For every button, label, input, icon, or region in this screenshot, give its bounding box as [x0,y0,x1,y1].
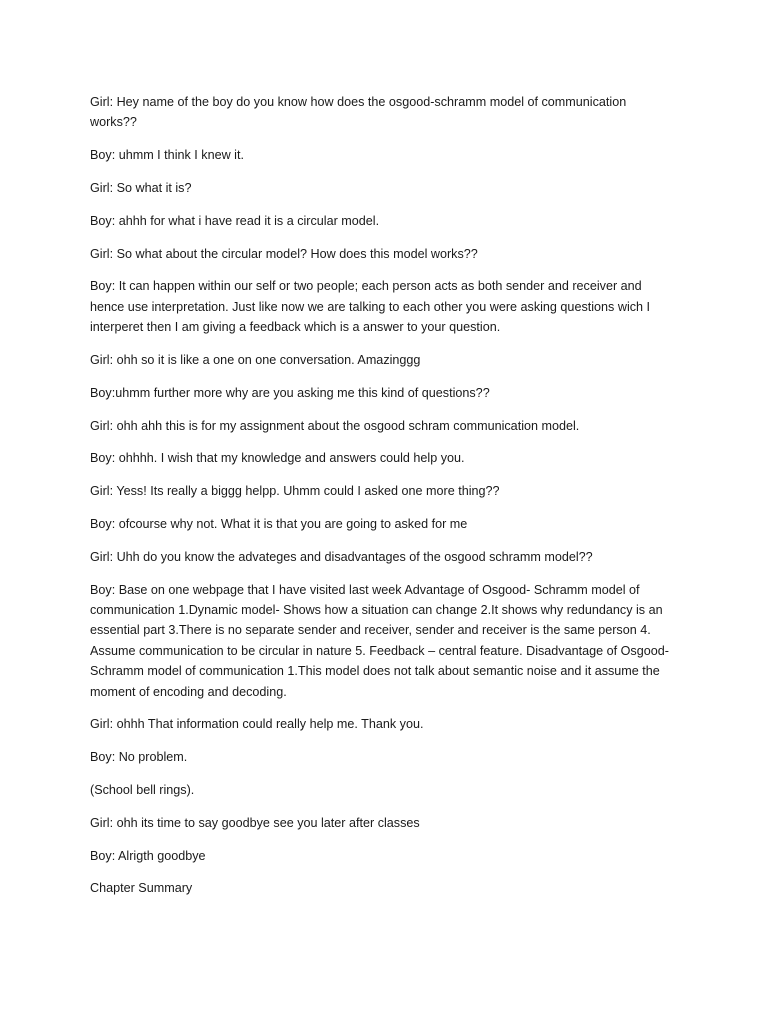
dialogue-line: Girl: ohh its time to say goodbye see you later after classes [90,815,420,830]
document-body [90,92,670,911]
section-heading: Chapter Summary [90,881,193,896]
dialogue-line: Boy: Base on one webpage that I have visited last week Advantage of Osgood- Schramm model of communication 1.Dynamic model- Shows how a situation can change 2.It shows why redundancy is an essential part 3.There is no separate sender and receiver, sender and receiver is the same person 4. Assume communication to be circular in nature 5. Feedback – central feature. Disadvantage of Osgood- Schramm model of communication 1.This model does not talk about semantic noise and it assume the moment of encoding and decoding. [90,582,669,699]
dialogue-line: Girl: So what about the circular model? How does this model works?? [90,246,478,261]
dialogue-line: Girl: So what it is? [90,181,192,195]
dialogue-line: Girl: ohh so it is like a one on one conversation. Amazinggg [90,353,421,367]
stage-direction: (School bell rings). [90,783,195,797]
dialogue-line: Girl: Uhh do you know the advateges and disadvantages of the osgood schramm model?? [90,549,593,564]
dialogue-line: Boy:uhmm further more why are you asking me this kind of questions?? [90,385,490,400]
dialogue-line: Boy: Alrigth goodbye [90,848,206,863]
dialogue-line: Boy: It can happen within our self or two people; each person acts as both sender and receiver and hence use interpretation. Just like now we are talking to each other you were asking questions wich I interperet then I am giving a feedback which is a answer to your question. [90,279,651,335]
dialogue-line: Girl: ohhh That information could really help me. Thank you. [90,717,424,732]
dialogue-line: Boy: ofcourse why not. What it is that you are going to asked for me [90,516,468,531]
dialogue-line: Boy: No problem. [90,750,188,765]
dialogue-line: Girl: ohh ahh this is for my assignment about the osgood schram communication model. [90,418,580,433]
dialogue-line: Boy: ohhhh. I wish that my knowledge and answers could help you. [90,451,465,466]
dialogue-line: Girl: Yess! Its really a biggg helpp. Uhmm could I asked one more thing?? [90,484,500,499]
dialogue-line: Boy: ahhh for what i have read it is a circular model. [90,213,380,228]
dialogue-line: Girl: Hey name of the boy do you know how does the osgood-schramm model of communication works?? [90,95,627,130]
dialogue-line: Boy: uhmm I think I knew it. [90,148,244,163]
